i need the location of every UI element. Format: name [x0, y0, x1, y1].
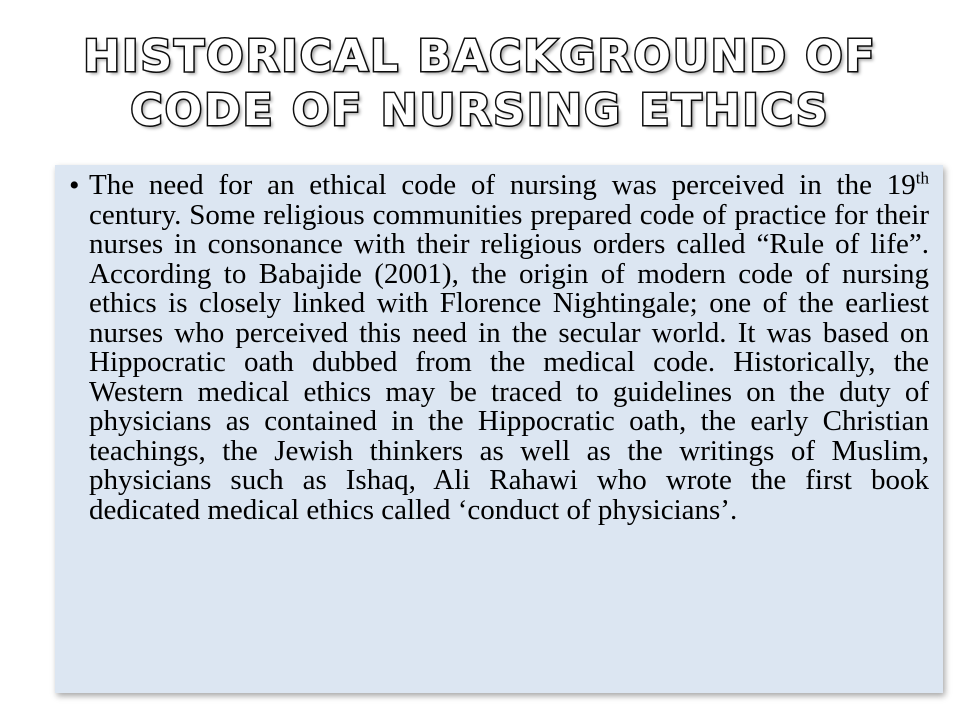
slide-title-line-2: CODE OF NURSING ETHICS	[130, 85, 830, 136]
bullet-text-part-2: century. Some religious communities prepared code of practice for their nurses in consonance with their religious orders called “Rule of life”. According to Babajide (2001), the origin of modern code of nursing ethics is closely linked with Florence Nightingale; one of the earliest nurses who perceived this need in the secular world. It was based on Hippocratic oath dubbed from the medical code. Historically, the Western medical ethics may be traced to guidelines on the duty of physicians as contained in the Hippocratic oath, the early Christian teachings, the Jewish thinkers as well as the writings of Muslim, physicians such as Ishaq, Ali Rahawi who wrote the first book dedicated medical ethics called ‘conduct of physicians’.	[89, 198, 929, 526]
bullet-text	[89, 168, 929, 526]
slide-title	[20, 30, 940, 138]
bullet-item	[69, 168, 929, 526]
content-box	[55, 165, 943, 693]
bullet-icon: •	[69, 169, 80, 202]
slide-title-line-1: HISTORICAL BACKGROUND OF	[83, 31, 877, 82]
bullet-text-part-1: The need for an ethical code of nursing was perceived in the 19	[89, 169, 916, 201]
ordinal-superscript: th	[915, 168, 929, 188]
